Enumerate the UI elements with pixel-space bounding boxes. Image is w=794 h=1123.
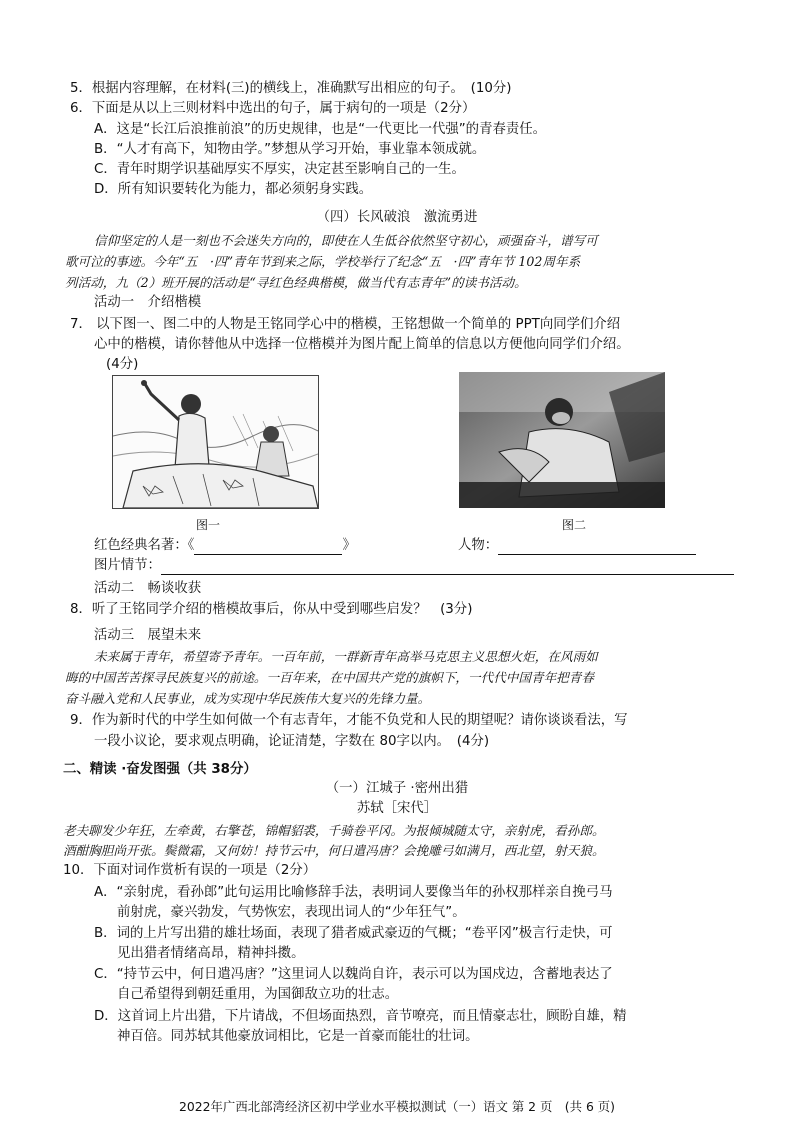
activity-3-heading: 活动三 展望未来 [94, 628, 202, 643]
person-blank[interactable] [498, 540, 696, 555]
question-8: 8．听了王铭同学介绍的楷模故事后，你从中受到哪些启发？ (3分) [70, 602, 473, 617]
part-2-title: 二、精读 ·奋发图强（共 38分） [63, 762, 257, 777]
book-title-blank[interactable] [194, 540, 342, 555]
q10-option-b-line-2: 见出猎者情绪高昂，精神抖擞。 [117, 946, 305, 961]
question-7-line-1: 7． 以下图一、图二中的人物是王铭同学心中的楷模，王铭想做一个简单的 PPT向同学们介绍 [70, 317, 621, 332]
poem-author: 苏轼［宋代］ [356, 801, 438, 816]
question-5: 5．根据内容理解，在材料(三)的横线上，准确默写出相应的句子。 (10分) [70, 81, 512, 96]
question-9-line-2: 一段小议论，要求观点明确，论证清楚，字数在 80字以内。 (4分) [94, 734, 490, 749]
question-7-line-2: 心中的楷模，请你替他从中选择一位楷模并为图片配上简单的信息以方便他向同学们介绍。 [94, 337, 630, 352]
q10-option-b-line-1: B．词的上片写出猎的雄壮场面，表现了猎者威武豪迈的气概；“卷平冈”极言行走快，可 [94, 926, 613, 941]
question-10-stem: 10．下面对词作赏析有误的一项是（2分） [63, 863, 317, 878]
section-4-intro-line-2: 歌可泣的事迹。今年“五 ·四”青年节到来之际，学校举行了纪念“五 ·四”青年节 102周年系 [65, 254, 581, 269]
future-paragraph-line-3: 奋斗融入党和人民事业，成为实现中华民族伟大复兴的先锋力量。 [65, 691, 431, 706]
section-4-intro-line-1: 信仰坚定的人是一刻也不会迷失方向的，即使在人生低谷依然坚守初心，顽强奋斗，谱写可 [94, 233, 598, 248]
figure-2-image [459, 372, 665, 508]
poem-title: （一）江城子 ·密州出猎 [325, 781, 469, 796]
q10-option-d-line-1: D．这首词上片出猎，下片请战，不但场面热烈，音节嘹亮，而且情豪志壮，顾盼自雄，精 [94, 1009, 627, 1024]
book-field-row [94, 537, 356, 555]
future-paragraph-line-2: 晦的中国苦苦探寻民族复兴的前途。一百年来，在中国共产党的旗帜下，一代代中国青年把青春 [65, 670, 594, 685]
question-7-score: (4分) [106, 357, 139, 372]
question-6-stem: 6．下面是从以上三则材料中选出的句子，属于病句的一项是（2分） [70, 101, 476, 116]
plot-label: 图片情节： [94, 558, 161, 573]
q6-option-b: B．“人才有高下，知物由学。”梦想从学习开始，事业靠本领成就。 [94, 142, 486, 157]
q10-option-a-line-1: A．“亲射虎，看孙郎”此句运用比喻修辞手法，表明词人要像当年的孙权那样亲自挽弓马 [94, 885, 613, 900]
q10-option-c-line-2: 自己希望得到朝廷重用，为国御敌立功的壮志。 [117, 987, 399, 1002]
figure-1-caption: 图一 [196, 518, 221, 532]
q10-option-a-line-2: 前射虎，豪兴勃发，气势恢宏，表现出词人的“少年狂气”。 [117, 905, 466, 920]
book-open-mark: 《 [187, 538, 195, 553]
q6-option-d: D．所有知识要转化为能力，都必须躬身实践。 [94, 182, 373, 197]
q6-option-a: A．这是“长江后浪推前浪”的历史规律，也是“一代更比一代强”的青春责任。 [94, 122, 547, 137]
section-4-intro-line-3: 列活动，九（2）班开展的活动是“寻红色经典楷模，做当代有志青年”的读书活动。 [65, 275, 527, 290]
plot-field-row [94, 557, 734, 575]
poem-line-2: 酒酣胸胆尚开张。鬓微霜，又何妨！持节云中，何日遣冯唐？会挽雕弓如满月，西北望，射天狼。 [63, 843, 605, 858]
q10-option-c-line-1: C．“持节云中，何日遣冯唐？”这里词人以魏尚自许，表示可以为国戍边，含蓄地表达了 [94, 967, 613, 982]
book-close-mark: 》 [342, 538, 356, 553]
plot-blank[interactable] [161, 560, 734, 575]
poem-line-1: 老夫聊发少年狂，左牵黄，右擎苍，锦帽貂裘，千骑卷平冈。为报倾城随太守，亲射虎，看孙郎。 [63, 823, 605, 838]
future-paragraph-line-1: 未来属于青年，希望寄予青年。一百年前，一群新青年高举马克思主义思想火炬，在风雨如 [94, 649, 598, 664]
person-label: 人物： [458, 538, 499, 553]
q6-option-c: C．青年时期学识基础厚实不厚实，决定甚至影响自己的一生。 [94, 162, 465, 177]
book-label: 红色经典名著： [94, 538, 188, 553]
section-4-title: （四）长风破浪 激流勇进 [316, 210, 478, 225]
activity-1-heading: 活动一 介绍楷模 [94, 295, 202, 310]
page-footer: 2022年广西北部湾经济区初中学业水平模拟测试（一）语文 第 2 页 (共 6 页) [179, 1099, 615, 1114]
activity-2-heading: 活动二 畅谈收获 [94, 581, 202, 596]
figure-2-caption: 图二 [562, 518, 587, 532]
question-9-line-1: 9．作为新时代的中学生如何做一个有志青年，才能不负党和人民的期望呢？请你谈谈看法，写 [70, 713, 628, 728]
person-field-row [458, 537, 696, 555]
q10-option-d-line-2: 神百倍。同苏轼其他豪放词相比，它是一首豪而能壮的壮词。 [117, 1029, 479, 1044]
figure-1-image [112, 375, 319, 509]
